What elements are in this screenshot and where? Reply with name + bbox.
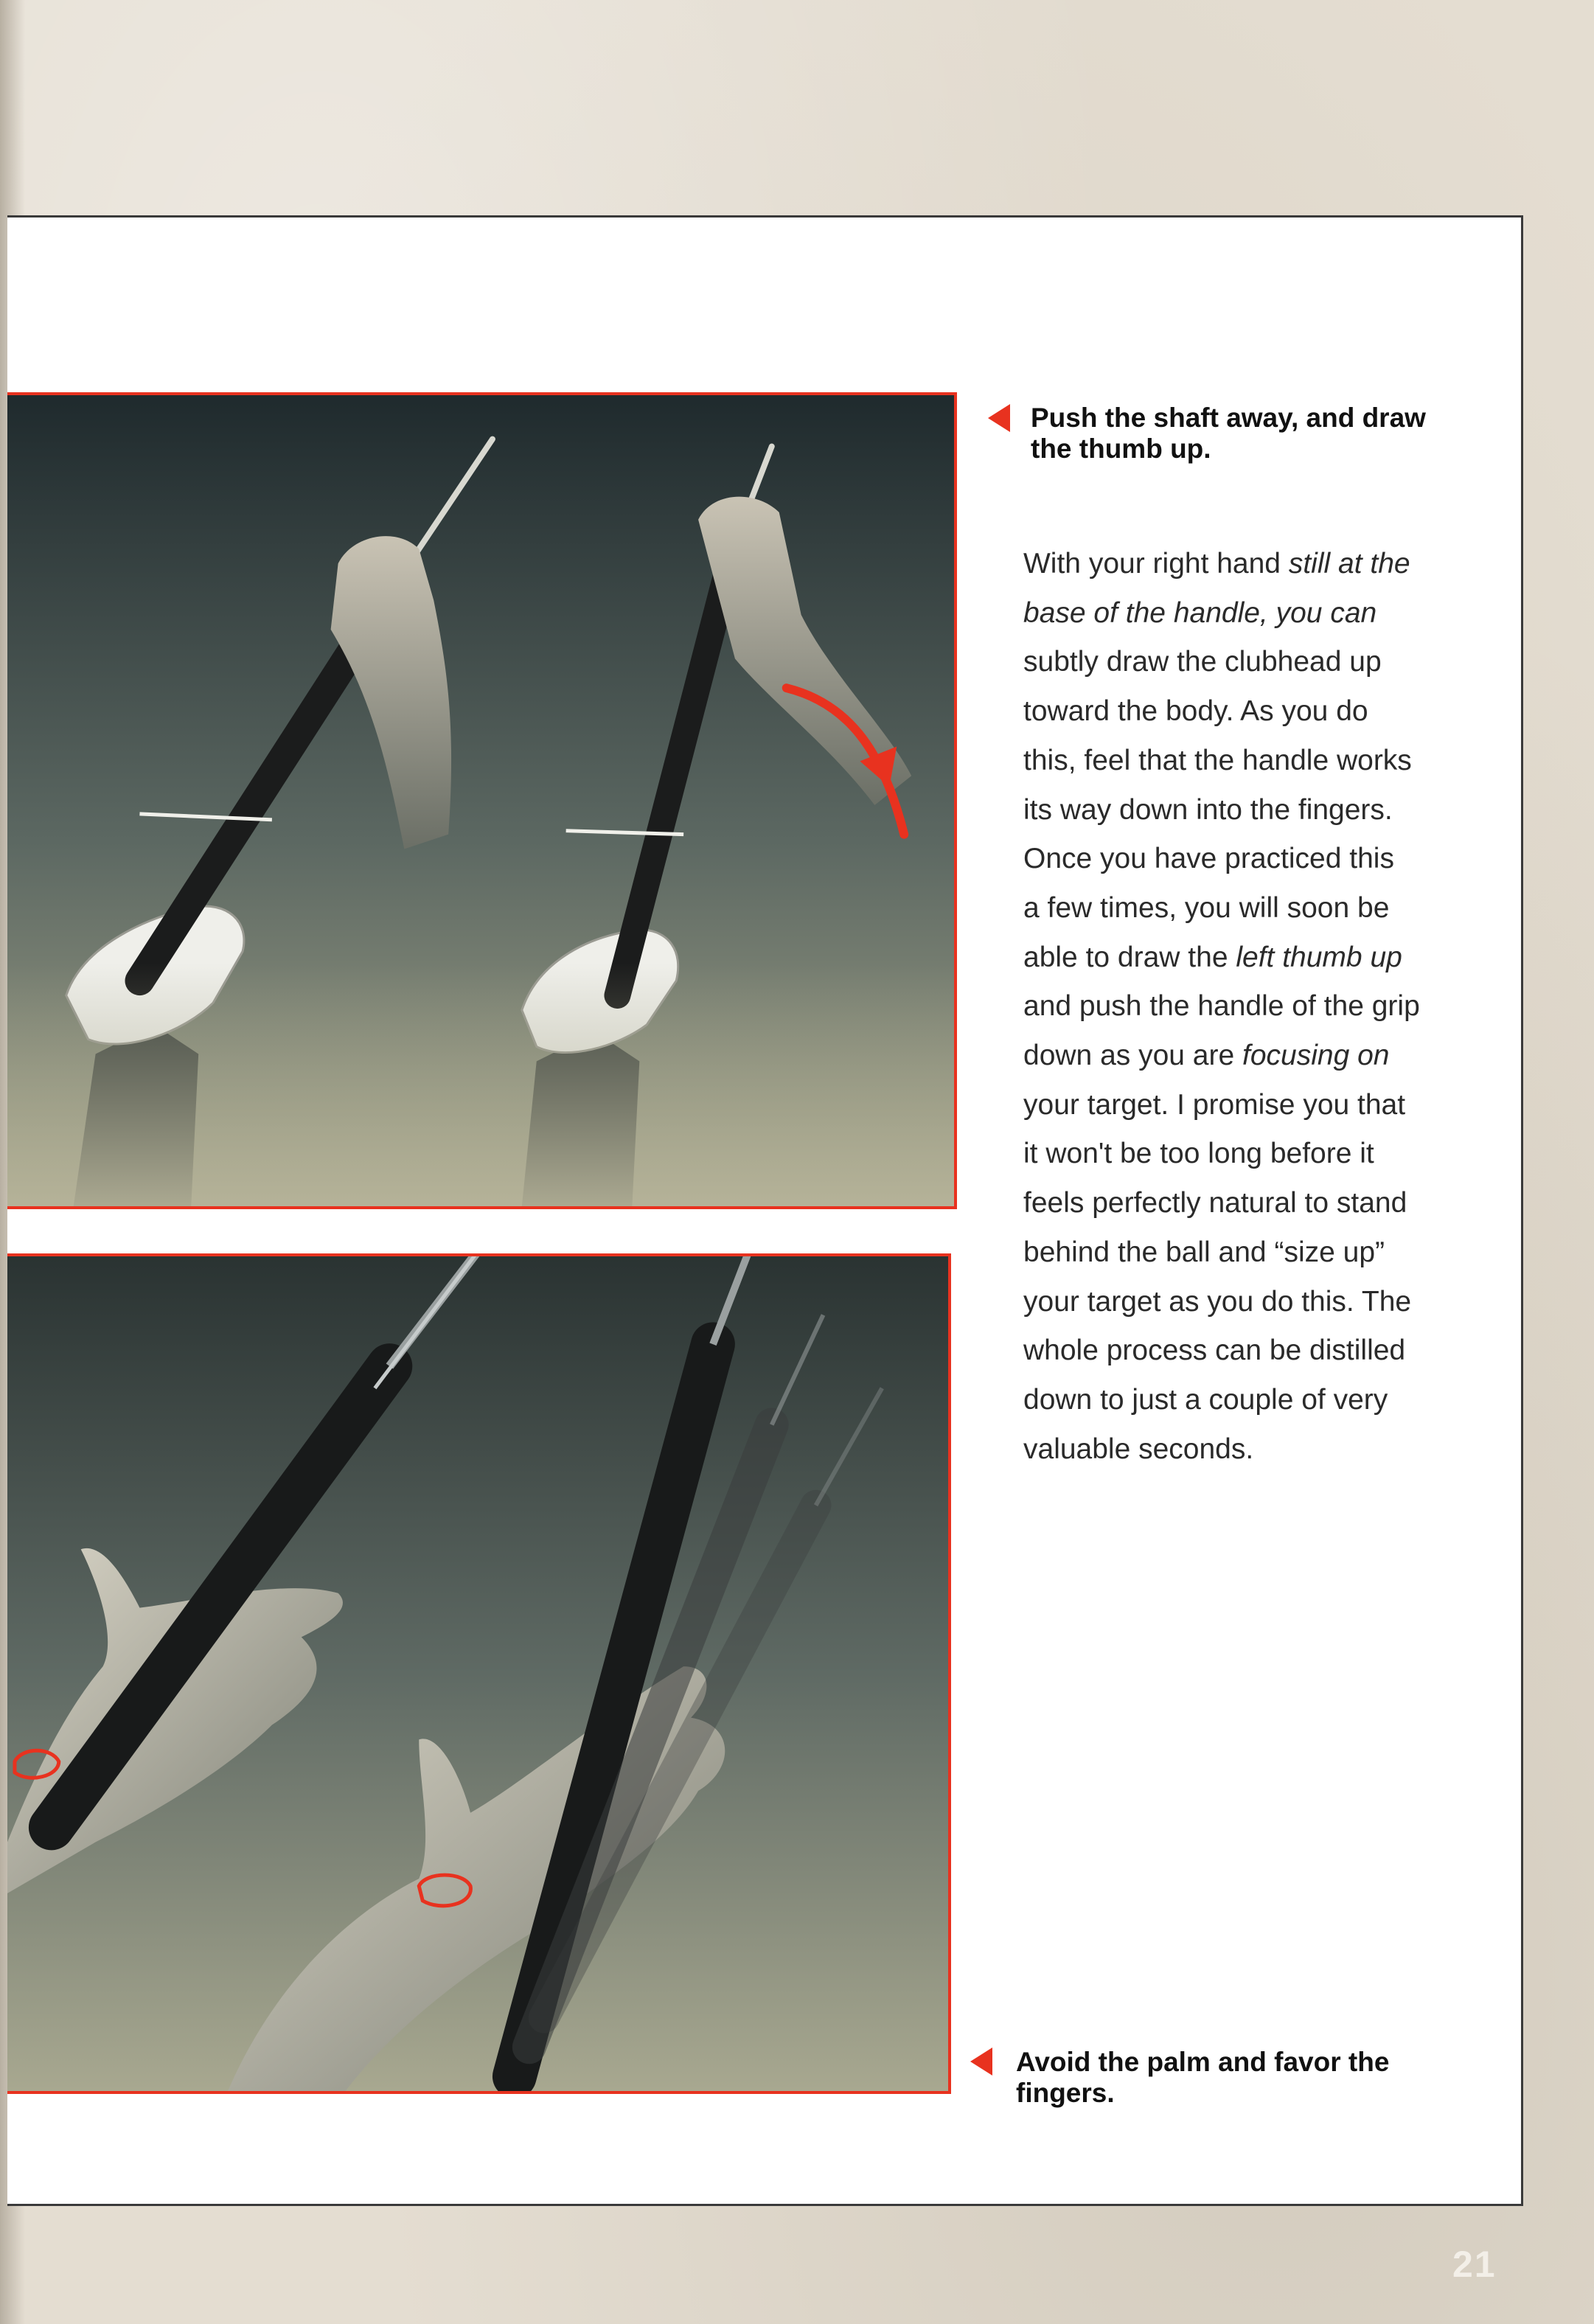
body-line: your target as you do this. The: [1023, 1285, 1412, 1318]
body-line: your target. I promise you that: [1023, 1088, 1406, 1121]
caption-arrow-icon: [988, 404, 1010, 432]
photo-push-shaft-away: [7, 392, 957, 1209]
body-line: able to draw the left thumb up: [1023, 941, 1402, 973]
body-line: With your right hand still at the: [1023, 548, 1410, 580]
photo-push-shaft-illustration: [7, 395, 954, 1206]
body-line: it won't be too long before it: [1023, 1138, 1374, 1170]
body-line: down to just a couple of very: [1023, 1383, 1388, 1416]
body-paragraph: [1023, 540, 1451, 1474]
body-line: subtly draw the clubhead up: [1023, 646, 1382, 678]
body-line: valuable seconds.: [1023, 1433, 1254, 1465]
body-line: base of the handle, you can: [1023, 596, 1377, 629]
body-line: and push the handle of the grip: [1023, 990, 1420, 1023]
body-line: Once you have practiced this: [1023, 843, 1394, 875]
body-line: a few times, you will soon be: [1023, 891, 1390, 924]
body-line: feels perfectly natural to stand: [1023, 1187, 1407, 1220]
caption-push-shaft: Push the shaft away, and draw the thumb up.: [1031, 403, 1426, 464]
caption-arrow-icon: [970, 2048, 992, 2076]
photo-avoid-palm-illustration: [7, 1256, 948, 2091]
body-line: this, feel that the handle works: [1023, 744, 1412, 776]
body-line: whole process can be distilled: [1023, 1335, 1406, 1367]
body-line: behind the ball and “size up”: [1023, 1236, 1385, 1268]
photo-avoid-palm: [7, 1253, 951, 2094]
body-line: its way down into the fingers.: [1023, 793, 1393, 826]
body-line: toward the body. As you do: [1023, 695, 1368, 728]
page-number: 21: [1452, 2244, 1497, 2285]
body-line: down as you are focusing on: [1023, 1040, 1390, 1072]
caption-avoid-palm: Avoid the palm and favor the fingers.: [1016, 2047, 1390, 2108]
